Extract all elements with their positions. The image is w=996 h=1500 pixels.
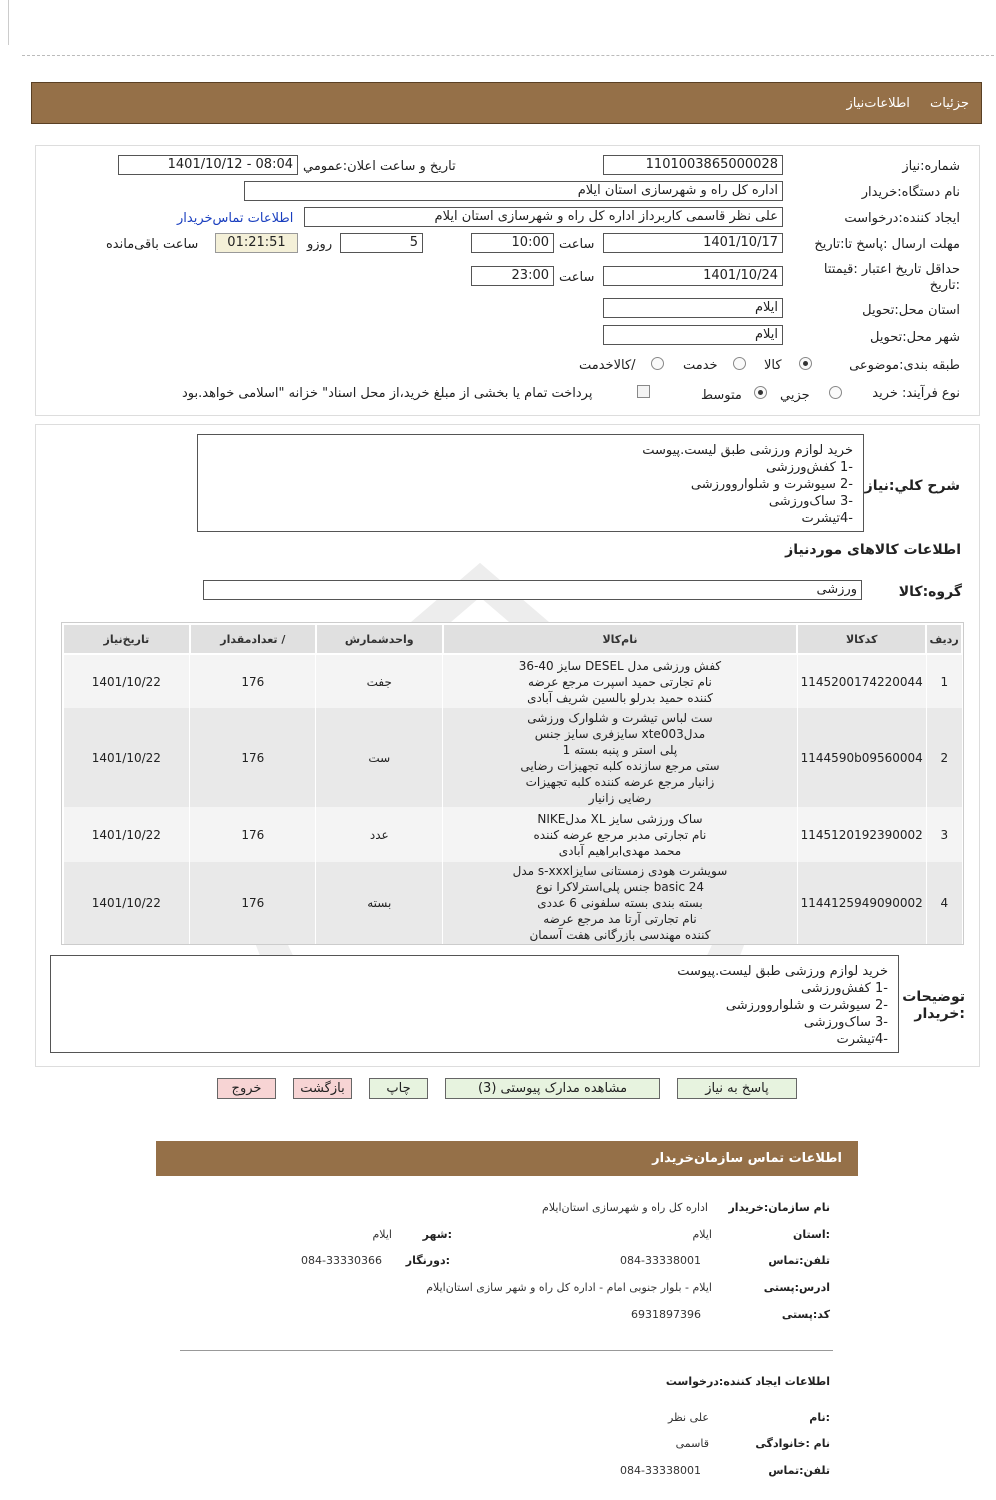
cell-name-line: محمد مهدی‌ابراهیم آبادی [558, 843, 682, 858]
creator-family-value: قاسمی [675, 1437, 709, 1450]
cell-name-line: ستی مرجع سازنده کلبه تجهیزات رضایی [520, 758, 720, 773]
back-button[interactable]: بازگشت [293, 1078, 352, 1099]
cell-qty: 176 [190, 654, 316, 708]
creator-phone-label: تلفن:تماس [768, 1464, 830, 1477]
cell-name [443, 862, 798, 944]
reply-button[interactable]: پاسخ به نیاز [677, 1078, 797, 1099]
cell-name [443, 807, 798, 862]
cell-name-line: رضایی زانیار [588, 790, 652, 805]
notes-line-5: -4تیشرت [836, 1032, 888, 1047]
category-goods-service-label: /کالاخدمت [579, 358, 636, 373]
summary-line-3: -2 سیوشرت و شلواروورزشی [690, 477, 853, 492]
print-button[interactable]: چاپ [369, 1078, 428, 1099]
cell-name-line: مدلxte003 سایزفری سایز جنس [534, 726, 706, 741]
process-radio-partial[interactable] [829, 386, 842, 399]
process-radio-medium[interactable] [754, 386, 767, 399]
view-documents-button[interactable]: مشاهده مدارک پیوستی (3) [445, 1078, 660, 1099]
table-row [63, 807, 962, 862]
city-contact-value: ایلام [372, 1228, 392, 1241]
days-label: روزو [307, 237, 333, 252]
buyer-notes-box [50, 955, 899, 1053]
province-field: ایلام [603, 298, 783, 318]
cell-name [443, 708, 798, 807]
col-qty: / تعدادمقدار [190, 624, 316, 654]
fax-value: 084-33330366 [301, 1254, 382, 1267]
cell-name [443, 654, 798, 708]
cell-unit: ست [316, 708, 443, 807]
table-row [63, 862, 962, 944]
goods-group-field: ورزشی [203, 580, 862, 600]
summary-label: شرح کلي:نیاز [864, 478, 960, 494]
deadline-label: مهلت ارسال :پاسخ تا:تاریخ [814, 237, 960, 252]
creator-family-label: نام :خانوادگی [755, 1437, 830, 1450]
remaining-label: ساعت باقی‌مانده [106, 237, 199, 252]
notes-line-3: -2 سیوشرت و شلواروورزشی [725, 998, 888, 1013]
validity-label-2: :تاریخ [929, 278, 960, 293]
cell-code: 1145200174220044 [797, 654, 926, 708]
buyer-notes-label-2: :خریدار [914, 1006, 965, 1022]
address-value: ایلام - بلوار جنوبی امام - اداره کل راه و شهر سازی استان‌ایلام [426, 1281, 712, 1294]
buyer-contact-link[interactable]: اطلاعات تماس‌خریدار [177, 211, 294, 226]
tab-need-info[interactable]: اطلاعات‌نیاز [846, 96, 910, 111]
cell-name-line: basic 24 جنس پلی‌استرلاکرا نوع [535, 880, 705, 894]
cell-name-line: بسته بندی بسته سلفونی 6 عددی [537, 896, 703, 910]
category-radio-goods-service[interactable] [651, 357, 664, 370]
days-field: 5 [340, 233, 423, 253]
process-partial-label: جزیي [780, 388, 810, 403]
cell-date: 1401/10/22 [63, 862, 190, 944]
phone-label: تلفن:تماس [768, 1254, 830, 1267]
cell-qty: 176 [190, 862, 316, 944]
notes-line-4: -3 ساک‌ورزشی [803, 1015, 888, 1030]
validity-time-field: 23:00 [471, 266, 554, 286]
cell-name-line: نام تجارتی حمید اسپرت مرجع عرضه [528, 674, 712, 689]
summary-box [197, 434, 864, 532]
process-label: نوع فرآیند: خرید [872, 386, 960, 401]
deadline-time-label: ساعت [559, 237, 595, 252]
phone-value: 084-33338001 [620, 1254, 701, 1267]
notes-line-2: -1 کفش‌ورزشی [800, 981, 888, 996]
fax-label: :دورنگار [405, 1254, 450, 1267]
announce-label: تاریخ و ساعت اعلان:عمومي [303, 159, 456, 174]
goods-table [62, 623, 963, 944]
goods-table-wrapper [61, 622, 964, 945]
cell-index: 4 [926, 862, 962, 944]
cell-code: 1144590b09560004 [797, 708, 926, 807]
summary-line-2: -1 کفش‌ورزشی [765, 460, 853, 475]
postal-label: کد:پستی [781, 1308, 830, 1321]
process-medium-label: متوسط [701, 388, 742, 403]
creator-section-title: اطلاعات ایجاد کننده:درخواست [665, 1375, 830, 1388]
summary-line-1: خرید لوازم ورزشی طبق لیست.پیوست [642, 443, 853, 458]
postal-value: 6931897396 [631, 1308, 701, 1321]
buyer-field: اداره کل راه و شهرسازی استان ایلام [244, 181, 783, 201]
deadline-date-field: 1401/10/17 [603, 233, 783, 253]
creator-phone-value: 084-33338001 [620, 1464, 701, 1477]
cell-name-line: نام تجارتی مدبر مرجع عرضه کننده [533, 827, 707, 842]
cell-name-line: ست لباس تیشرت و شلوارک ورزشی [527, 710, 713, 725]
category-service-label: خدمت [683, 358, 718, 373]
need-number-label: شماره:نیاز [902, 159, 960, 174]
cell-date: 1401/10/22 [63, 654, 190, 708]
validity-label: حداقل تاریخ اعتبار :قیمتتا [823, 262, 960, 277]
contact-header: اطلاعات تماس سازمان‌خریدار [156, 1141, 858, 1176]
payment-note: پرداخت تمام یا بخشی از مبلغ خرید،از محل اسناد" خزانه "اسلامی خواهد.بود [182, 386, 593, 401]
cell-name-line: کننده حمید بدرلو بالسین شریف آبادی [527, 690, 713, 705]
cell-index: 2 [926, 708, 962, 807]
org-label: نام سازمان:خریدار [728, 1201, 830, 1214]
cell-code: 1144125949090002 [797, 862, 926, 944]
announce-field: 1401/10/12 - 08:04 [118, 155, 298, 175]
org-value: اداره کل راه و شهرسازی استان‌ایلام [542, 1201, 708, 1214]
province-contact-value: ایلام [692, 1228, 712, 1241]
city-label: شهر محل:تحویل [870, 330, 960, 345]
cell-index: 3 [926, 807, 962, 862]
deadline-time-field: 10:00 [471, 233, 554, 253]
province-contact-label: :استان [793, 1228, 830, 1241]
validity-time-label: ساعت [559, 270, 595, 285]
category-radio-service[interactable] [733, 357, 746, 370]
col-index: ردیف [926, 624, 962, 654]
cell-index: 1 [926, 654, 962, 708]
cell-code: 1145120192390002 [797, 807, 926, 862]
cell-unit: بسته [316, 862, 443, 944]
col-date: تاریخ‌نیاز [63, 624, 190, 654]
city-contact-label: :شهر [422, 1228, 452, 1241]
cell-name-line: سویشرت هودی زمستانی سایزs-xxxl مدل [512, 864, 728, 878]
category-goods-label: کالا [764, 358, 782, 373]
creator-name-label: :نام [809, 1411, 830, 1424]
notes-line-1: خرید لوازم ورزشی طبق لیست.پیوست [677, 964, 888, 979]
exit-button[interactable]: خروج [217, 1078, 276, 1099]
summary-line-4: -3 ساک‌ورزشی [768, 494, 853, 509]
cell-date: 1401/10/22 [63, 708, 190, 807]
tab-details[interactable]: جزئیات [930, 96, 969, 111]
cell-name-line: کفش ورزشی مدل DESEL سایز 40-36 [518, 658, 722, 673]
validity-date-field: 1401/10/24 [603, 266, 783, 286]
cell-name-line: پلی استر و پنبه بسته 1 [562, 742, 678, 757]
table-row [63, 708, 962, 807]
cell-name-line: زانیار مرجع عرضه کننده کلبه تجهیزات [525, 774, 715, 789]
buyer-notes-label: توضیحات [902, 989, 965, 1005]
summary-line-5: -4تیشرت [801, 511, 853, 526]
top-divider [22, 55, 994, 56]
cell-qty: 176 [190, 708, 316, 807]
left-edge-line [8, 0, 9, 45]
treasury-checkbox[interactable] [637, 385, 650, 398]
col-unit: واحدشمارش [316, 624, 443, 654]
goods-group-label: گروه:کالا [898, 584, 962, 600]
category-radio-goods[interactable] [799, 357, 812, 370]
cell-unit: جفت [316, 654, 443, 708]
need-number-field: 1101003865000028 [603, 155, 783, 175]
category-label: طبقه بندی:موضوعی [849, 358, 960, 373]
creator-name-value: علی نظر [667, 1411, 709, 1424]
creator-field: علی نظر قاسمی کاربرداز اداره کل راه و شهرسازی استان ایلام [304, 207, 783, 227]
cell-name-line: ساک ورزشی سایز XL مدلNIKE [537, 811, 703, 826]
cell-qty: 176 [190, 807, 316, 862]
table-row [63, 654, 962, 708]
goods-section-title: اطلاعات کالاهای موردنیاز [785, 542, 961, 558]
address-label: ادرس:پستی [763, 1281, 830, 1294]
remaining-timer: 01:21:51 [215, 233, 298, 253]
cell-unit: عدد [316, 807, 443, 862]
buyer-label: نام دستگاه:خریدار [861, 185, 960, 200]
contact-divider [180, 1350, 833, 1351]
cell-date: 1401/10/22 [63, 807, 190, 862]
creator-label: ایجاد کننده:درخواست [844, 211, 960, 226]
col-code: کدکالا [797, 624, 926, 654]
cell-name-line: کننده مهندسی بازرگانی هفت آسمان [529, 928, 711, 942]
city-field: ایلام [603, 325, 783, 345]
page-header [31, 82, 982, 124]
cell-name-line: نام تجارتی آرتا مد مرجع عرضه [543, 912, 697, 926]
province-label: استان محل:تحویل [862, 303, 960, 318]
col-name: نام‌کالا [443, 624, 798, 654]
